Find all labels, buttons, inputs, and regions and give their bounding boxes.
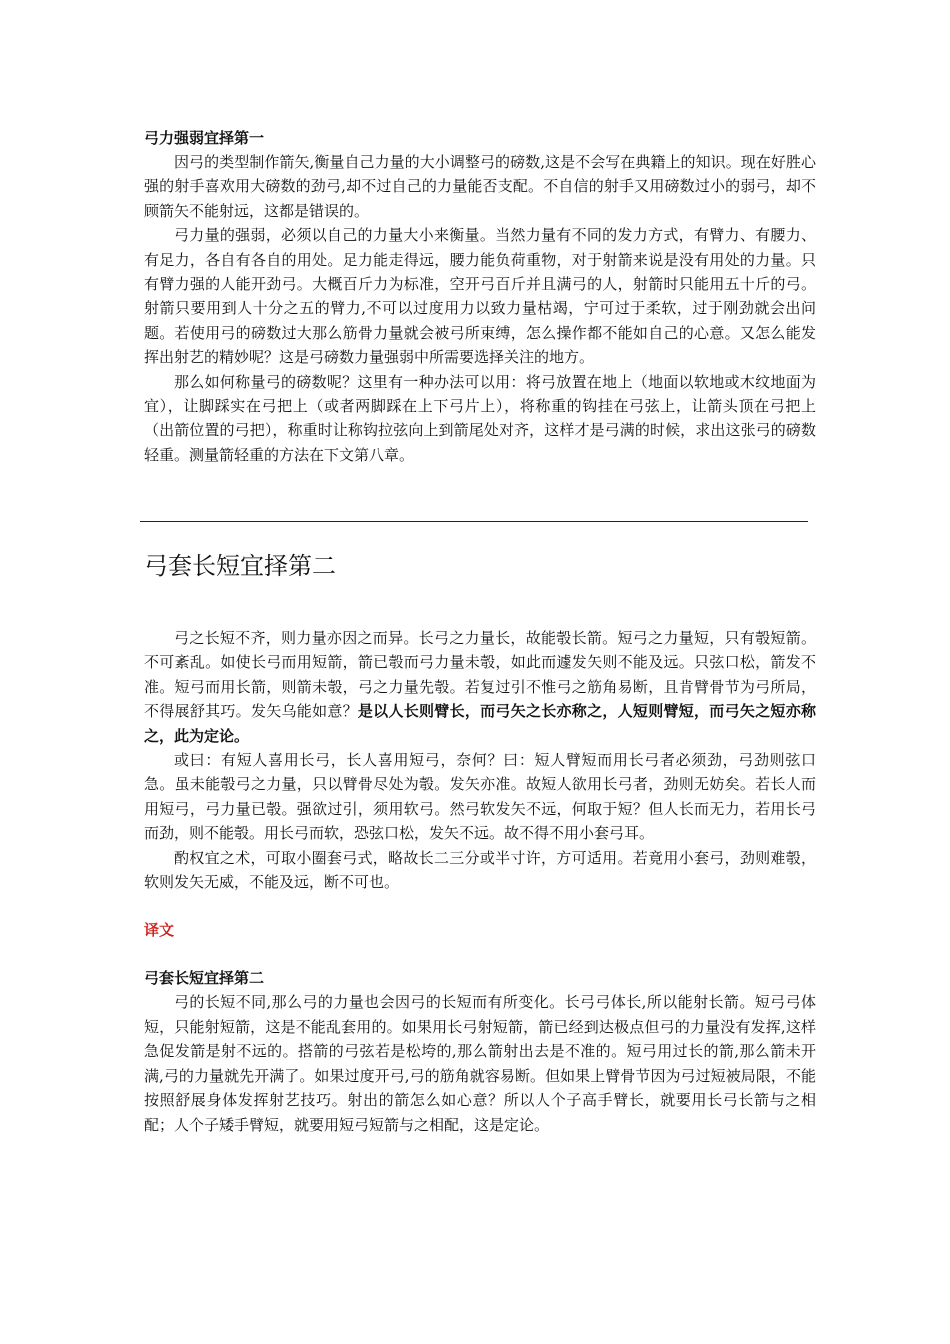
section-2-paragraph-1-text: 弓之长短不齐，则力量亦因之而异。长弓之力量长，故能彀长箭。短弓之力量短，只有彀短箭。不可紊乱。如使长弓而用短箭，箭已彀而弓力量未彀，如此而遽发矢则不能及远。只弦口松，箭发不准。短弓而用长箭，则箭未彀，弓之力量先彀。若复过引不惟弓之筋角易断，且肯臂骨节为弓所局，不得展舒其巧。发矢乌能如意？ bbox=[144, 629, 816, 721]
section-2-paragraph-3: 酌权宜之术，可取小圈套弓式，略故长二三分或半寸许，方可适用。若竟用小套弓，劲则难彀，软则发矢无威，不能及远，断不可也。 bbox=[144, 848, 816, 892]
section-1-paragraph-2: 弓力量的强弱，必须以自己的力量大小来衡量。当然力量有不同的发力方式，有臂力、有腰力、有足力，各自有各自的用处。足力能走得远，腰力能负荷重物，对于射箭来说是没有用处的力量。只有臂力强的人能开劲弓。大概百斤力为标准，空开弓百斤并且满弓的人，射箭时只能用五十斤的弓。射箭只要用到人十分之五的臂力,不可以过度用力以致力量枯竭，宁可过于柔软，过于刚劲就会出问题。若使用弓的磅数过大那么筋骨力量就会被弓所束缚，怎么操作都不能如自己的心意。又怎么能发挥出射艺的精妙呢？这是弓磅数力量强弱中所需要选择关注的地方。 bbox=[144, 226, 816, 367]
section-1-title: 弓力强弱宜择第一 bbox=[144, 129, 265, 147]
section-2-paragraph-1-bold: 是以人长则臂长，而弓矢之长亦称之，人短则臂短，而弓矢之短亦称之，此为定论。 bbox=[144, 702, 816, 745]
horizontal-divider bbox=[140, 521, 808, 522]
section-2-title: 弓套长短宜择第二 bbox=[144, 552, 336, 580]
section-2 bbox=[144, 548, 816, 1137]
section-2-paragraph-1 bbox=[144, 626, 816, 748]
section-1 bbox=[144, 126, 816, 467]
section-2-paragraph-2: 或曰：有短人喜用长弓，长人喜用短弓，奈何？曰：短人臂短而用长弓者必须劲，弓劲则弦口急。虽未能彀弓之力量，只以臂骨尽处为彀。发矢亦准。故短人欲用长弓者，劲则无妨矣。若长人而用短弓，弓力量已彀。强欲过引，须用软弓。然弓软发矢不远，何取于短？但人长而无力，若用长弓而劲，则不能彀。用长弓而软，恐弦口松，发矢不远。故不得不用小套弓耳。 bbox=[144, 751, 816, 843]
translation-paragraph: 弓的长短不同,那么弓的力量也会因弓的长短而有所变化。长弓弓体长,所以能射长箭。短弓弓体短，只能射短箭，这是不能乱套用的。如果用长弓射短箭，箭已经到达极点但弓的力量没有发挥,这样急促发箭是射不远的。搭箭的弓弦若是松垮的,那么箭射出去是不准的。短弓用过长的箭,那么箭未开满,弓的力量就先开满了。如果过度开弓,弓的筋角就容易断。但如果上臂骨节因为弓过短被局限，不能按照舒展身体发挥射艺技巧。射出的箭怎么如心意？所以人个子高手臂长，就要用长弓长箭与之相配；人个子矮手臂短，就要用短弓短箭与之相配，这是定论。 bbox=[144, 993, 816, 1134]
section-1-paragraph-1: 因弓的类型制作箭矢,衡量自己力量的大小调整弓的磅数,这是不会写在典籍上的知识。现在好胜心强的射手喜欢用大磅数的劲弓,却不过自己的力量能否支配。不自信的射手又用磅数过小的弱弓，却不顾箭矢不能射远，这都是错误的。 bbox=[144, 153, 816, 220]
section-1-paragraph-3: 那么如何称量弓的磅数呢？这里有一种办法可以用：将弓放置在地上（地面以软地或木纹地面为宜），让脚踩实在弓把上（或者两脚踩在上下弓片上），将称重的钩挂在弓弦上，让箭头顶在弓把上（出箭位置的弓把），称重时让称钩拉弦向上到箭尾处对齐，这样才是弓满的时候，求出这张弓的磅数轻重。测量箭轻重的方法在下文第八章。 bbox=[144, 372, 816, 464]
translation-title: 弓套长短宜择第二 bbox=[144, 969, 265, 988]
translation-label: 译文 bbox=[144, 921, 175, 940]
